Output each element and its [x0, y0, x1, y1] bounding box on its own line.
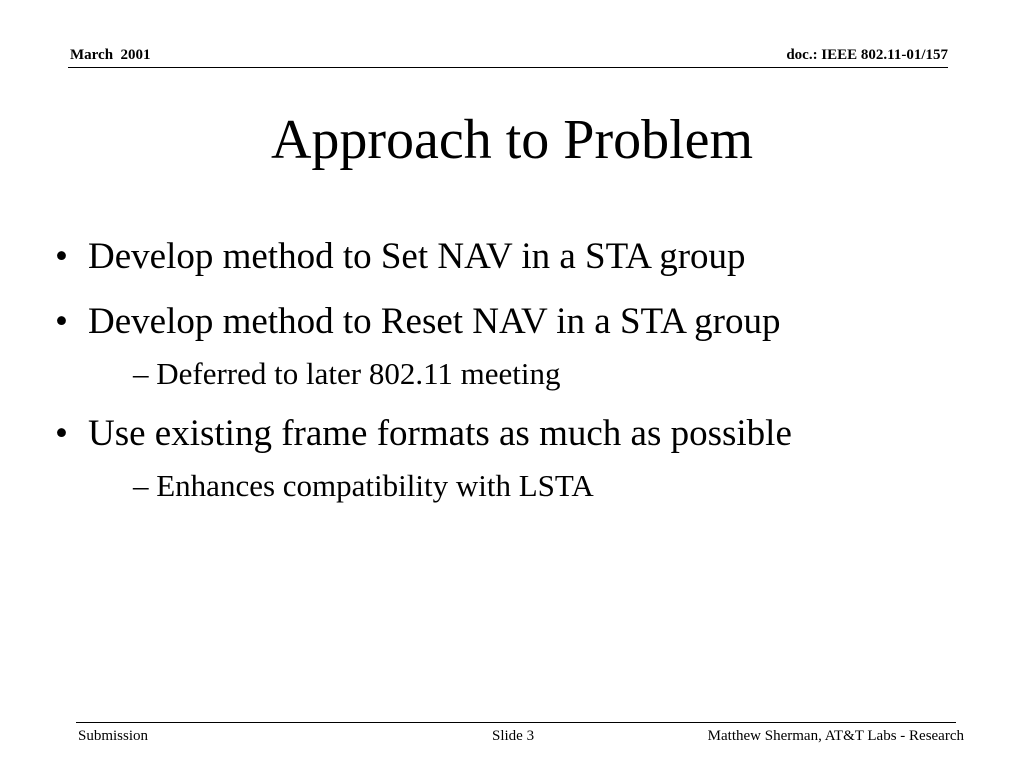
sub-bullet-item	[55, 354, 1005, 394]
bullet-marker: •	[55, 413, 68, 454]
bullet-text: Use existing frame formats as much as possible	[88, 413, 792, 454]
header-date: March 2001	[70, 47, 151, 63]
header-doc-number: doc.: IEEE 802.11-01/157	[786, 47, 948, 63]
bullet-text: Develop method to Set NAV in a STA group	[88, 236, 746, 277]
slide-title: Approach to Problem	[270, 109, 754, 171]
footer-author: Matthew Sherman, AT&T Labs - Research	[707, 728, 964, 744]
bullet-item	[55, 232, 1005, 282]
slide-content	[55, 232, 1005, 521]
bullet-item	[55, 297, 1005, 347]
footer-slide-number: Slide 3	[492, 728, 535, 744]
bullet-marker: •	[55, 301, 68, 342]
bullet-text: Develop method to Reset NAV in a STA group	[88, 301, 781, 342]
header-rule	[68, 67, 948, 68]
sub-bullet-text: Deferred to later 802.11 meeting	[156, 356, 561, 391]
footer-rule	[76, 722, 956, 723]
sub-bullet-text: Enhances compatibility with LSTA	[156, 468, 594, 503]
bullet-item	[55, 409, 1005, 459]
sub-bullet-marker: –	[133, 468, 157, 503]
bullet-marker: •	[55, 236, 68, 277]
sub-bullet-item	[55, 466, 1005, 506]
sub-bullet-marker: –	[133, 356, 157, 391]
footer-submission: Submission	[78, 728, 149, 744]
